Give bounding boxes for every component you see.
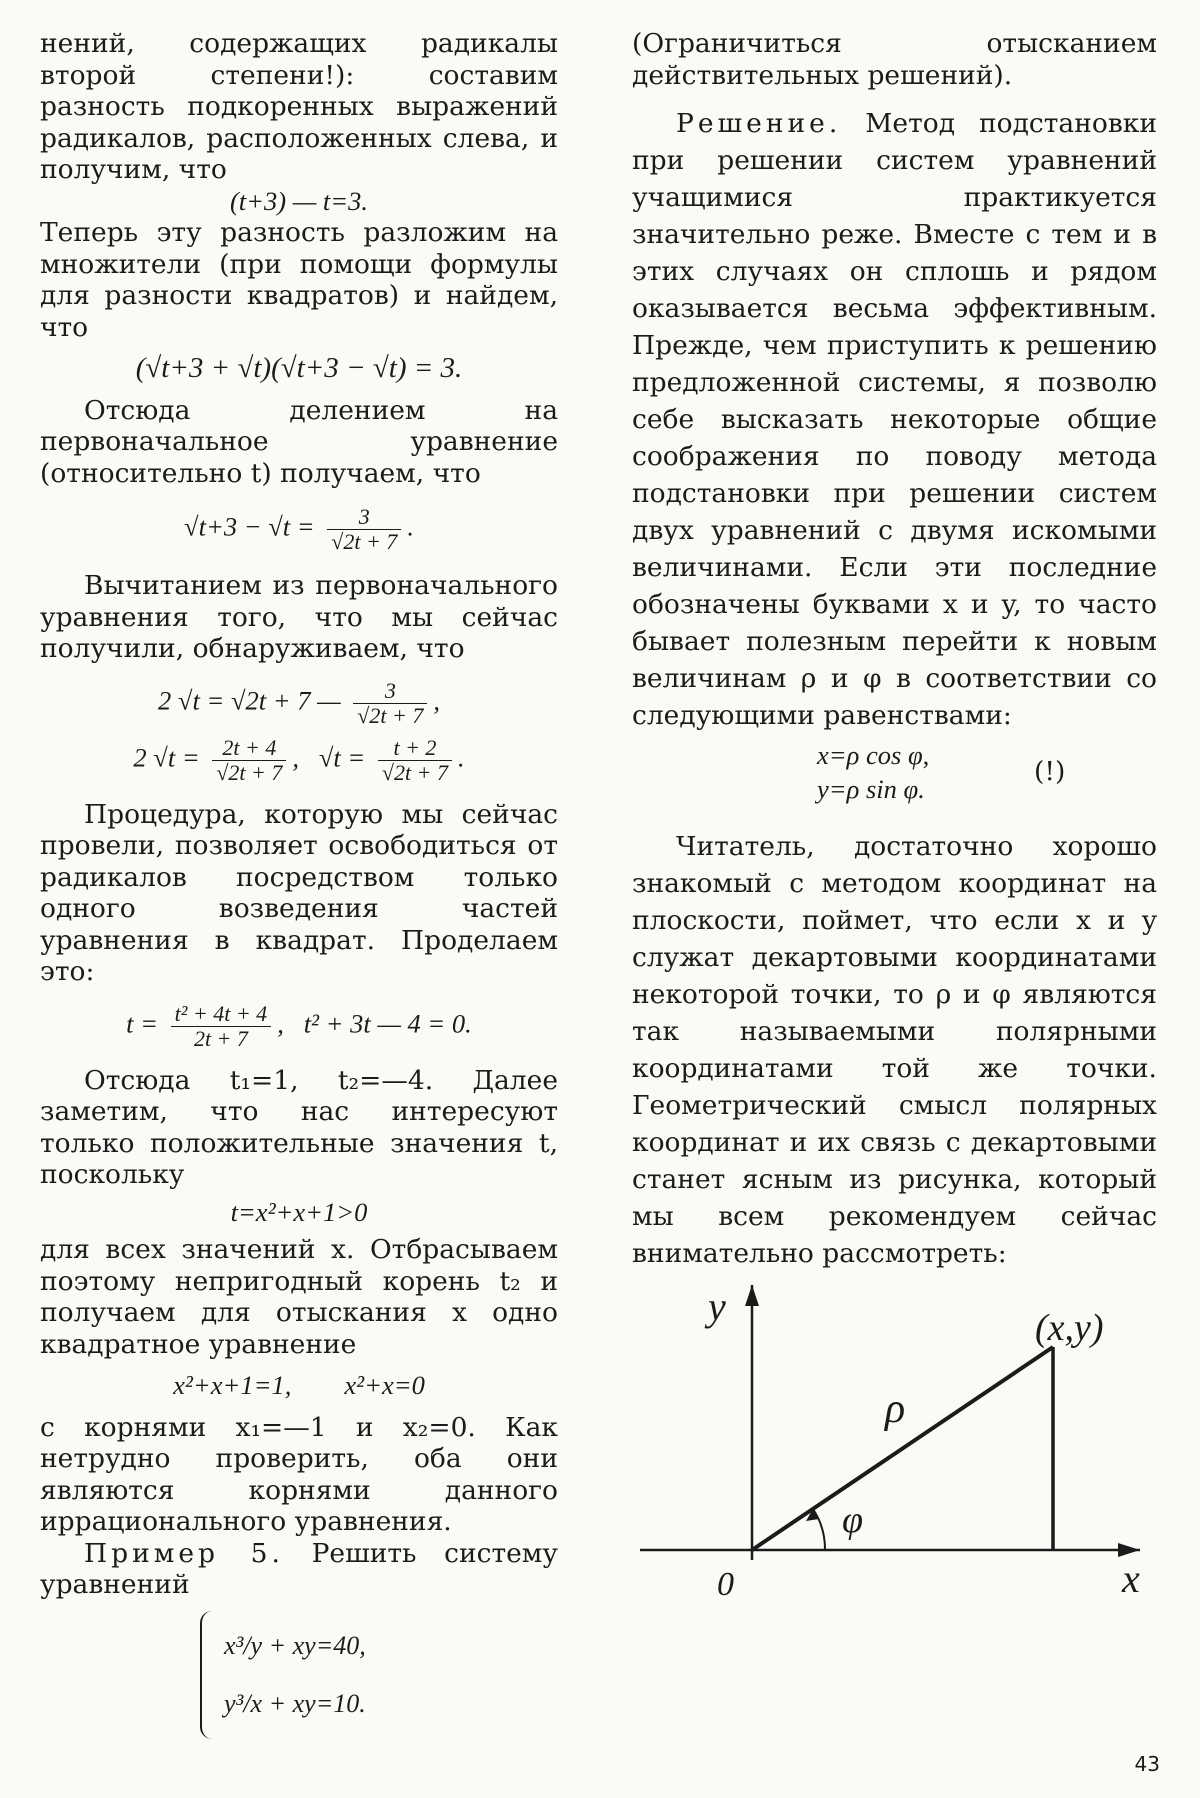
left-paragraph-5: Процедура, которую мы сейчас провели, позволяет освободиться от радикалов посредством только одного возведения частей уравнения в квадрат. Проделаем это: [40, 798, 558, 987]
system-equation-2: y³/x + xy=10. [224, 1688, 366, 1718]
figure-y-label: y [708, 1284, 726, 1329]
equation-3-denominator: √2t + 7 [331, 529, 398, 554]
left-paragraph-4: Вычитанием из первоначального уравнения того, что мы сейчас получили, обнаруживаем, что [40, 570, 558, 664]
equation-5a-denominator: √2t + 7 [216, 759, 283, 785]
equation-6-numerator: t² + 4t + 4 [171, 1002, 272, 1027]
equation-3-left: √t+3 − √t = [184, 511, 315, 542]
equation-y: y=ρ sin φ. [817, 774, 925, 804]
left-paragraph-8: с корнями x₁=—1 и x₂=0. Как нетрудно проверить, оба они являются корнями данного иррационального уравнения. [40, 1411, 558, 1537]
y-axis-arrow [745, 1285, 759, 1306]
figure-phi-label: φ [842, 1499, 864, 1541]
figure-origin-label: 0 [717, 1566, 734, 1603]
equation-5b-numerator: t + 2 [378, 736, 452, 761]
equation-5a-left: 2 √t = [133, 742, 200, 773]
equation-6-right: t² + 3t — 4 = 0. [303, 1008, 472, 1039]
left-paragraph-1: нений, содержащих радикалы второй степени!): составим разность подкоренных выражений радикалов, расположенных слева, и получим, что [40, 28, 558, 185]
equation-4: 2 √t = √2t + 7 — $\frac{3}{√2t + 7}$ , [158, 677, 440, 728]
left-paragraph-7: для всех значений x. Отбрасываем поэтому непригодный корень t₂ и получаем для отыскания x одно квадратное уравнение [40, 1234, 558, 1360]
equation-1: (t+3) — t=3. [229, 185, 369, 216]
equation-4-denominator: √2t + 7 [357, 702, 424, 728]
equation-mark: (!) [1034, 756, 1066, 787]
page-number: 43 [1134, 1752, 1160, 1776]
right-paragraph-3: Читатель, достаточно хорошо знакомый с методом координат на плоскости, поймет, что если x и y служат декартовыми координатами некоторой точки, то ρ и φ являются так называемыми полярными координатами той же точки. Геометрический смысл полярных координат и их связь с декартовыми станет ясным из рисунка, который мы всем рекомендуем сейчас внимательно рассмотреть: [632, 831, 1157, 1269]
equation-6-denominator: 2t + 7 [193, 1025, 248, 1051]
equation-4-numerator: 3 [353, 679, 427, 704]
example-text: Решить систему уравнений [40, 1537, 558, 1600]
figure-rho-label: ρ [885, 1386, 906, 1432]
equation-x: x=ρ cos φ, [817, 740, 930, 770]
equation-6-left: t = [126, 1008, 159, 1039]
equation-3-numerator: 3 [327, 505, 401, 530]
equation-5: 2 √t = $\frac{2t + 4}{√2t + 7}$ , √t = $\frac{t + 2}{√2t + 7}$ . [133, 734, 465, 785]
equation-3: √t+3 − √t = $\frac{3}{√2t + 7}$ . [184, 504, 414, 554]
equation-5b-left: √t = [318, 742, 366, 773]
left-paragraph-2: Теперь эту разность разложим на множители (при помощи формулы для разности квадратов) и найдем, что [40, 217, 558, 343]
figure-x-label: x [1122, 1556, 1140, 1601]
left-paragraph-6: Отсюда t₁=1, t₂=—4. Далее заметим, что нас интересуют только положительные значения t, поскольку [40, 1064, 558, 1190]
solution-text: Метод подстановки при решении систем уравнений учащимися практикуется значительно реже. Вместе с тем и в этих случаях он сплошь и рядом оказывается весьма эффективным. Прежде, чем приступить к решению предложенной системы, я позволю себе высказать некоторые общие соображения по поводу метода подстановки при решении систем двух уравнений с двумя искомыми величинами. Если эти последние обозначены буквами x и y, то часто бывает полезным перейти к новым величинам ρ и φ в соответствии со следующими равенствами: [632, 108, 1157, 731]
equation-7: t=x²+x+1>0 [230, 1196, 368, 1227]
solution-label: Решение. [676, 108, 842, 139]
example-label: Пример 5. [84, 1537, 284, 1569]
system-equation-1: x³/y + xy=40, [224, 1630, 366, 1660]
equation-4-left: 2 √t = √2t + 7 — [158, 685, 341, 716]
equation-8: x²+x+1=1, x²+x=0 [173, 1370, 425, 1400]
equation-2: (√t+3 + √t)(√t+3 − √t) = 3. [135, 352, 463, 384]
x-axis-arrow [1118, 1543, 1140, 1557]
equation-5b-denominator: √2t + 7 [381, 759, 448, 785]
left-paragraph-3: Отсюда делением на первоначальное уравнение (относительно t) получаем, что [40, 394, 558, 489]
equation-5a-numerator: 2t + 4 [212, 736, 286, 761]
right-paragraph-1: (Ограничиться отысканием действительных решений). [632, 28, 1157, 91]
figure-point-label: (x,y) [1035, 1307, 1104, 1349]
radius-line [752, 1347, 1053, 1550]
equation-6: t = $\frac{\text{t² + 4t + 4}}{2t + 7}$ , t² + 3t — 4 = 0. [126, 1000, 472, 1051]
